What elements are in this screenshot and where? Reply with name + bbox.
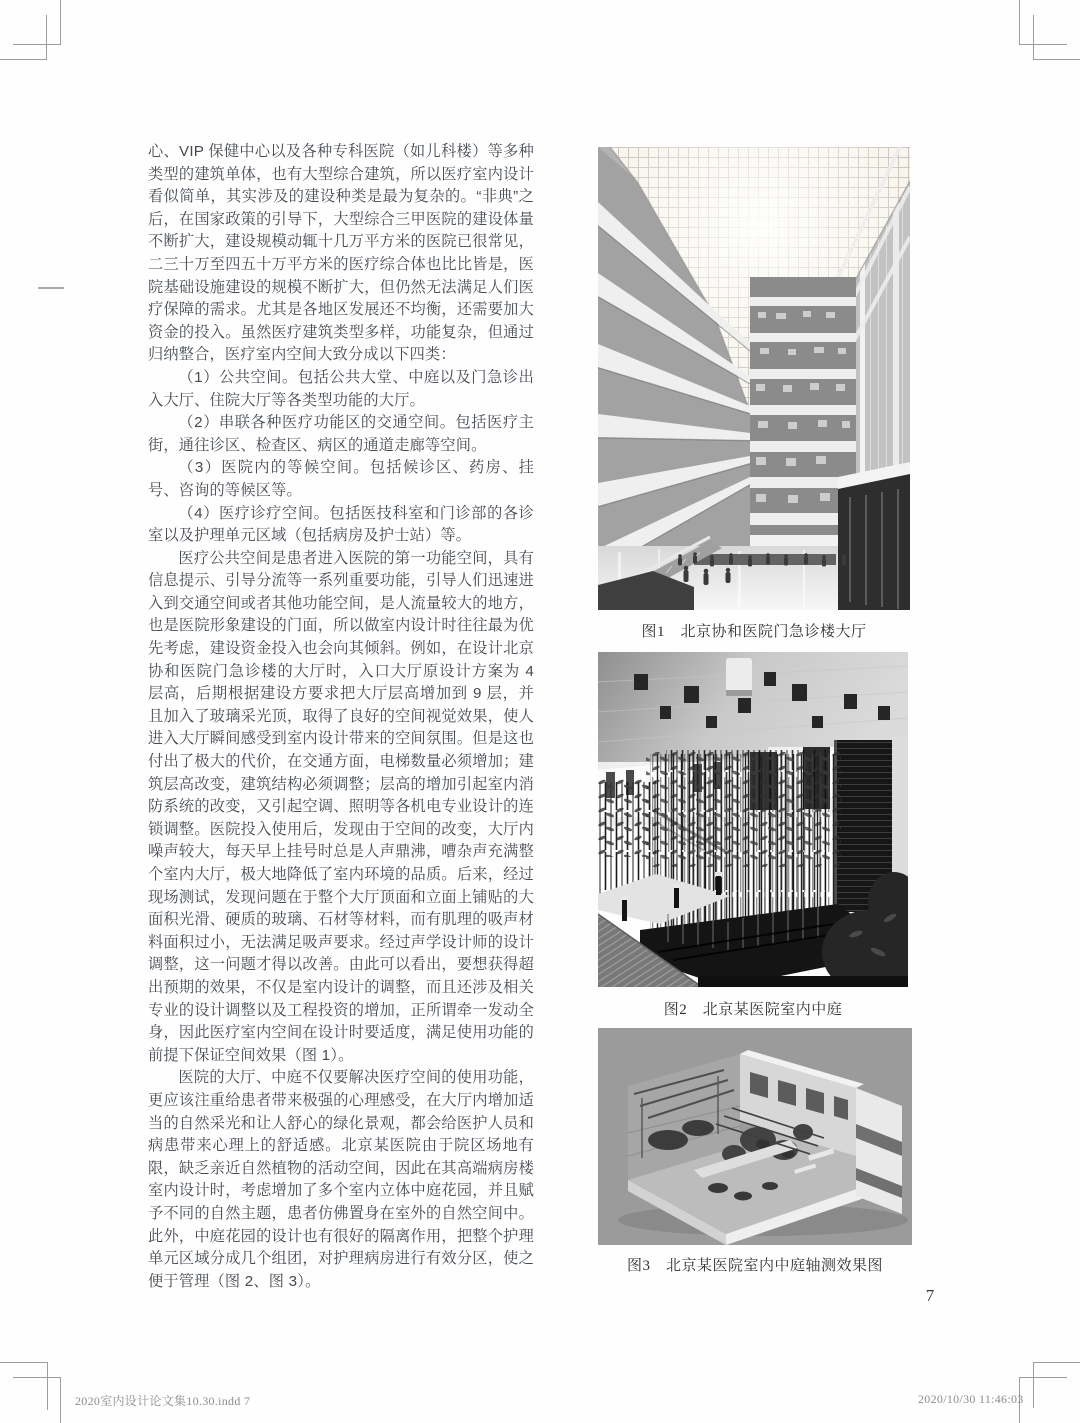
crop-mark — [1033, 59, 1080, 60]
figure-1-caption: 图1 北京协和医院门急诊楼大厅 — [641, 624, 867, 640]
paragraph: （1）公共空间。包括公共大堂、中庭以及门急诊出入大厅、住院大厅等各类型功能的大厅。 — [148, 368, 534, 409]
storefront — [838, 472, 910, 610]
paragraph: 心、VIP 保健中心以及各种专科医院（如儿科楼）等多种类型的建筑单体，也有大型综合建筑，所以医疗室内设计看似简单，其实涉及的建设种类是最为复杂的。“非典”之后，在国家政策的引导下，大型综合三甲医院的建设体量不断扩大，建设规模动辄十几万平方米的医院已很常见，二三十万至四五十万平方米的医疗综合体也比比皆是，医院基础设施建设的规模不断扩大，但仍然无法满足人们医疗保障的需求。尤其是各地区发展还不均衡，还需要加大资金的投入。虽然医疗建筑类型多样，功能复杂，但通过归纳整合，医疗室内空间大致分成以下四类： — [148, 143, 534, 364]
crop-mark — [47, 1362, 48, 1410]
crop-mark — [1019, 0, 1020, 44]
footer-filename: 2020室内设计论文集10.30.indd 7 — [75, 1394, 251, 1408]
crop-mark — [0, 59, 47, 60]
crop-mark — [46, 15, 47, 60]
figure-3-caption: 图3 北京某医院室内中庭轴测效果图 — [626, 1258, 883, 1274]
figure-3 — [598, 1028, 912, 1245]
crop-mark — [1033, 1362, 1034, 1408]
figure-2 — [598, 652, 908, 987]
figure-1 — [598, 147, 910, 610]
footer-timestamp: 2020/10/30 11:46:03 — [918, 1392, 1024, 1406]
fold-mark — [38, 287, 64, 289]
crop-mark — [1019, 1377, 1067, 1378]
crop-mark — [60, 1377, 61, 1423]
paragraph: （4）医疗诊疗空间。包括医技科室和门诊部的各诊室以及护理单元区域（包括病房及护士站）等。 — [148, 504, 534, 545]
pendant-light — [726, 658, 752, 694]
figure-2-photo — [598, 652, 908, 987]
crop-mark — [1033, 15, 1034, 60]
figure-3-rendering — [598, 1028, 912, 1245]
figure-1-photo — [598, 147, 910, 610]
article-text — [148, 141, 534, 1293]
paragraph: （3）医院内的等候空间。包括候诊区、药房、挂号、咨询的等候区等。 — [148, 459, 534, 499]
crop-mark — [1019, 44, 1067, 45]
crop-mark — [1033, 1362, 1080, 1363]
paragraph: （2）串联各种医疗功能区的交通空间。包括医疗主街，通往诊区、检查区、病区的通道走廊等空间。 — [148, 414, 534, 454]
crop-mark — [13, 44, 61, 45]
reception-desk — [694, 554, 836, 565]
paragraph: 医院的大厅、中庭不仅要解决医疗空间的使用功能，更应该注重给患者带来极强的心理感受，在大厅内增加适当的自然采光和让人舒心的绿化景观，都会给医护人员和病患带来心理上的舒适感。北京某医院由于院区场地有限，缺乏亲近自然植物的活动空间，因此在其高端病房楼室内设计时，考虑增加了多个室内立体中庭花园，并且赋予不同的自然主题，患者仿佛置身在室外的自然空间中。此外，中庭花园的设计也有很好的隔离作用，把整个护理单元区域分成几个组团，对护理病房进行有效分区，使之便于管理（图 2、图 3）。 — [148, 1069, 534, 1290]
crop-mark — [13, 1377, 61, 1378]
crop-mark — [0, 1362, 47, 1363]
figure-2-caption: 图2 北京某医院室内中庭 — [663, 1002, 843, 1018]
paragraph: 医疗公共空间是患者进入医院的第一功能空间，具有信息提示、引导分流等一系列重要功能，引导人们迅速进入到交通空间或者其他功能空间，是人流量较大的地方，也是医院形象建设的门面，所以做室内设计时往往最为优先考虑，建设资金投入也会向其倾斜。例如，在设计北京协和医院门急诊楼的大厅时，入口大厅原设计方案为 4 层高，后期根据建设方要求把大厅层高增加到 9 层，并且加入了玻璃采光顶，取得了良好的空间视觉效果，使人进入大厅瞬间感受到室内设计带来的空间氛围。但是这也付出了极大的代价，在交通方面，电梯数量必须增加；建筑层高改变，建筑结构必须调整；层高的增加引起室内消防系统的改变，又引起空调、照明等各机电专业设计的连锁调整。医院投入使用后，发现由于空间的改变，大厅内噪声较大，每天早上挂号时总是人声鼎沸，嘈杂声充满整个室内大厅，极大地降低了室内环境的品质。后来，经过现场测试，发现问题在于整个大厅顶面和立面上铺贴的大面积光滑、硬质的玻璃、石材等材料，而有肌理的吸声材料面积过小，无法满足吸声要求。经过声学设计师的设计调整，这一问题才得以改善。由此可以看出，要想获得超出预期的效果，不仅是室内设计的调整，而且还涉及相关专业的设计调整以及工程投资的增加，正所谓牵一发动全身，因此医疗室内空间在设计时要适度，满足使用功能的前提下保证空间效果（图 1）。 — [148, 549, 534, 1064]
crop-mark — [60, 0, 61, 44]
page-number: 7 — [925, 1286, 935, 1305]
